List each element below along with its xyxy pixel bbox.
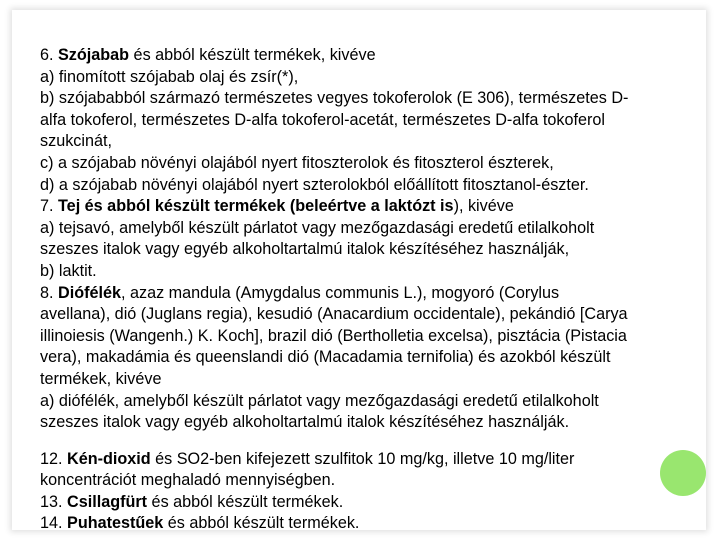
- text-segment: 6.: [40, 46, 58, 64]
- allergen-name: Tej és abból készült termékek (beleértve a laktózt is: [58, 197, 454, 216]
- text-segment: vera), makadámia és queenslandi dió (Macadamia ternifolia) és azokból készült: [40, 348, 611, 367]
- text-line: [40, 110, 700, 132]
- slide-frame: [12, 10, 706, 533]
- text-segment: , azaz mandula (Amygdalus communis L.), mogyoró (Corylus: [120, 283, 560, 302]
- text-segment: szukcinát,: [40, 132, 112, 151]
- text-line: [40, 45, 700, 67]
- text-line: [40, 492, 700, 514]
- text-line: [40, 261, 700, 283]
- text-segment: és abból készült termékek.: [147, 492, 344, 511]
- text-segment: a) finomított szójabab olaj és zsír(*),: [40, 67, 299, 86]
- text-line: [40, 304, 700, 326]
- text-segment: szeszes italok vagy egyéb alkoholtartalmú italok készítéséhez használják.: [40, 413, 570, 432]
- text-line: [40, 412, 700, 434]
- text-segment: 12.: [40, 449, 68, 468]
- allergen-name: Csillagfürt: [67, 492, 148, 511]
- text-line: [40, 131, 700, 153]
- text-segment: illinoiesis (Wangenh.) K. Koch], brazil dió (Bertholletia excelsa), pisztácia (Pistacia: [40, 326, 627, 345]
- text-line: [40, 88, 700, 110]
- text-segment: koncentrációt meghaladó mennyiségben.: [40, 471, 336, 490]
- green-circle-decoration: [660, 450, 706, 496]
- text-line: [40, 513, 700, 535]
- text-segment: a) tejsavó, amelyből készült párlatot vagy mezőgazdasági eredetű etilalkoholt: [40, 218, 595, 237]
- text-line: [40, 283, 700, 305]
- text-segment: 13.: [40, 492, 68, 511]
- text-line: [40, 175, 700, 197]
- text-segment: és abból készült termékek, kivéve: [129, 46, 376, 64]
- text-segment: b) laktit.: [40, 261, 97, 280]
- text-line: [40, 449, 700, 471]
- text-segment: 7.: [40, 197, 58, 216]
- text-segment: 14.: [40, 514, 68, 533]
- text-line: [40, 239, 700, 261]
- text-segment: 8.: [40, 283, 58, 302]
- text-line: [40, 153, 700, 175]
- text-segment: d) a szójabab növényi olajából nyert szterolokból előállított fitosztanol-észter.: [40, 175, 589, 194]
- text-segment: szeszes italok vagy egyéb alkoholtartalmú italok készítéséhez használják,: [40, 240, 570, 259]
- text-line: [40, 196, 700, 218]
- text-segment: alfa tokoferol, természetes D-alfa tokoferol-acetát, természetes D-alfa tokoferol: [40, 110, 606, 129]
- allergen-name: Szójabab: [58, 46, 130, 64]
- allergen-list-text: [40, 45, 700, 535]
- text-segment: termékek, kivéve: [40, 369, 162, 388]
- text-segment: ), kivéve: [453, 197, 514, 216]
- text-line: [40, 218, 700, 240]
- paragraph-gap: [40, 434, 700, 449]
- text-segment: c) a szójabab növényi olajából nyert fitoszterolok és fitoszterol észterek,: [40, 153, 554, 172]
- text-segment: b) szójababból származó természetes vegyes tokoferolok (E 306), természetes D-: [40, 89, 629, 108]
- text-line: [40, 347, 700, 369]
- text-line: [40, 67, 700, 89]
- text-segment: és abból készült termékek.: [163, 514, 360, 533]
- text-line: [40, 326, 700, 348]
- text-line: [40, 391, 700, 413]
- text-line: [40, 470, 700, 492]
- text-segment: és SO2-ben kifejezett szulfitok 10 mg/kg, illetve 10 mg/liter: [150, 449, 575, 468]
- allergen-name: Puhatestűek: [67, 514, 164, 533]
- text-segment: a) diófélék, amelyből készült párlatot vagy mezőgazdasági eredetű etilalkoholt: [40, 391, 599, 410]
- text-line: [40, 369, 700, 391]
- text-segment: avellana), dió (Juglans regia), kesudió (Anacardium occidentale), pekándió [Carya: [40, 305, 628, 324]
- allergen-name: Diófélék: [58, 283, 121, 302]
- allergen-name: Kén-dioxid: [67, 449, 151, 468]
